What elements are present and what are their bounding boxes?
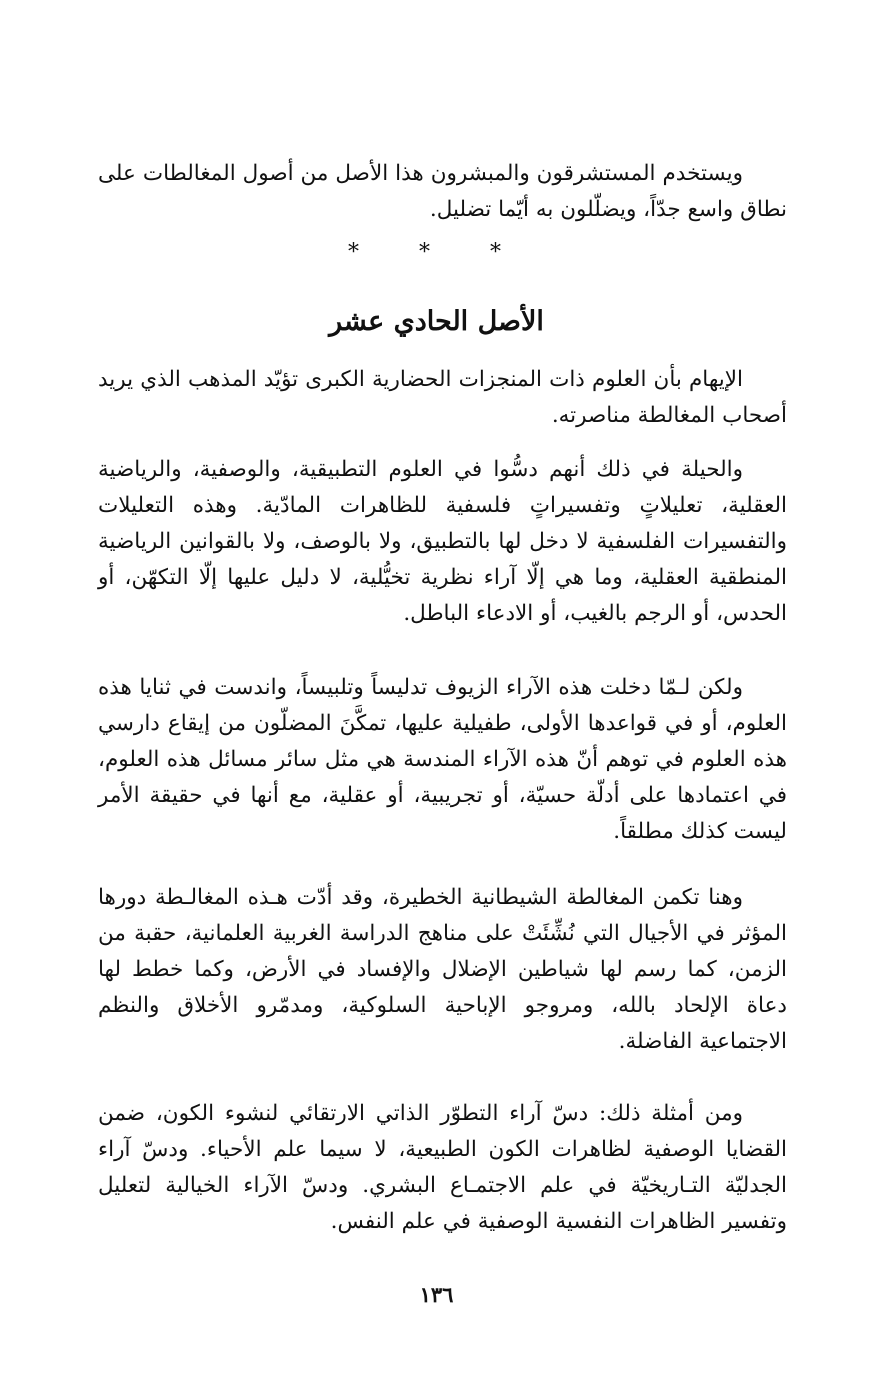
separator-star: * bbox=[490, 240, 525, 265]
section-title: الأصل الحادي عشر bbox=[329, 306, 544, 337]
paragraph-3 bbox=[98, 670, 787, 850]
opening-paragraph-text: ويستخدم المستشرقون والمبشرون هذا الأصل من أصول المغالطات على نطاق واسع جدّاً، ويضلّلون به أيّما تضليل. bbox=[98, 161, 787, 222]
opening-paragraph bbox=[98, 156, 787, 228]
paragraph-text: الإيهام بأن العلوم ذات المنجزات الحضارية الكبرى تؤيّد المذهب الذي يريد أصحاب المغالطة مناصرته. bbox=[98, 367, 787, 428]
paragraph-text: ولكن لـمّا دخلت هذه الآراء الزيوف تدليساً وتلبيساً، واندست في ثنايا هذه العلوم، أو في قواعدها الأولى، طفيلية عليها، تمكَّنَ المضلّون من إيقاع دارسي هذه العلوم في توهم أنّ هذه الآراء المندسة هي مثل سائر مسائل هذه العلوم، في اعتمادها على أدلّة حسيّة، أو تجريبية، أو عقلية، مع أنها في حقيقة الأمر ليست كذلك مطلقاً. bbox=[98, 675, 787, 844]
section-separator bbox=[0, 240, 873, 265]
paragraph-5 bbox=[98, 1096, 787, 1240]
paragraph-4 bbox=[98, 880, 787, 1060]
paragraph-text: ومن أمثلة ذلك: دسّ آراء التطوّر الذاتي الارتقائي لنشوء الكون، ضمن القضايا الوصفية لظاهرات الكون الطبيعية، لا سيما علم الأحياء. ودسّ آراء الجدليّة التـاريخيّة في علم الاجتمـاع البشري. ودسّ الآراء الخيالية لتعليل وتفسير الظاهرات النفسية الوصفية في علم النفس. bbox=[98, 1101, 787, 1234]
paragraph-1 bbox=[98, 362, 787, 434]
paragraph-text: وهنا تكمن المغالطة الشيطانية الخطيرة، وقد أدّت هـذه المغالـطة دورها المؤثر في الأجيال التي نُشِّئَتْ على مناهج الدراسة الغربية العلمانية، حقبة من الزمن، كما رسم لها شياطين الإضلال والإفساد في الأرض، وكما خطط لها دعاة الإلحاد بالله، ومروجو الإباحية السلوكية، ومدمّرو الأخلاق والنظم الاجتماعية الفاضلة. bbox=[98, 885, 787, 1054]
paragraph-2 bbox=[98, 452, 787, 632]
separator-star: * bbox=[419, 240, 454, 265]
page-number: ١٣٦ bbox=[419, 1282, 454, 1307]
paragraph-text: والحيلة في ذلك أنهم دسُّوا في العلوم التطبيقية، والوصفية، والرياضية العقلية، تعليلاتٍ وتفسيراتٍ فلسفية للظاهرات المادّية. وهذه التعليلات والتفسيرات الفلسفية لا دخل لها بالتطبيق، ولا بالوصف، ولا بالقوانين الرياضية المنطقية العقلية، وما هي إلّا آراء نظرية تخيُّلية، لا دليل عليها إلّا التكهّن، أو الحدس، أو الرجم بالغيب، أو الادعاء الباطل. bbox=[98, 457, 787, 626]
separator-star: * bbox=[348, 240, 383, 265]
